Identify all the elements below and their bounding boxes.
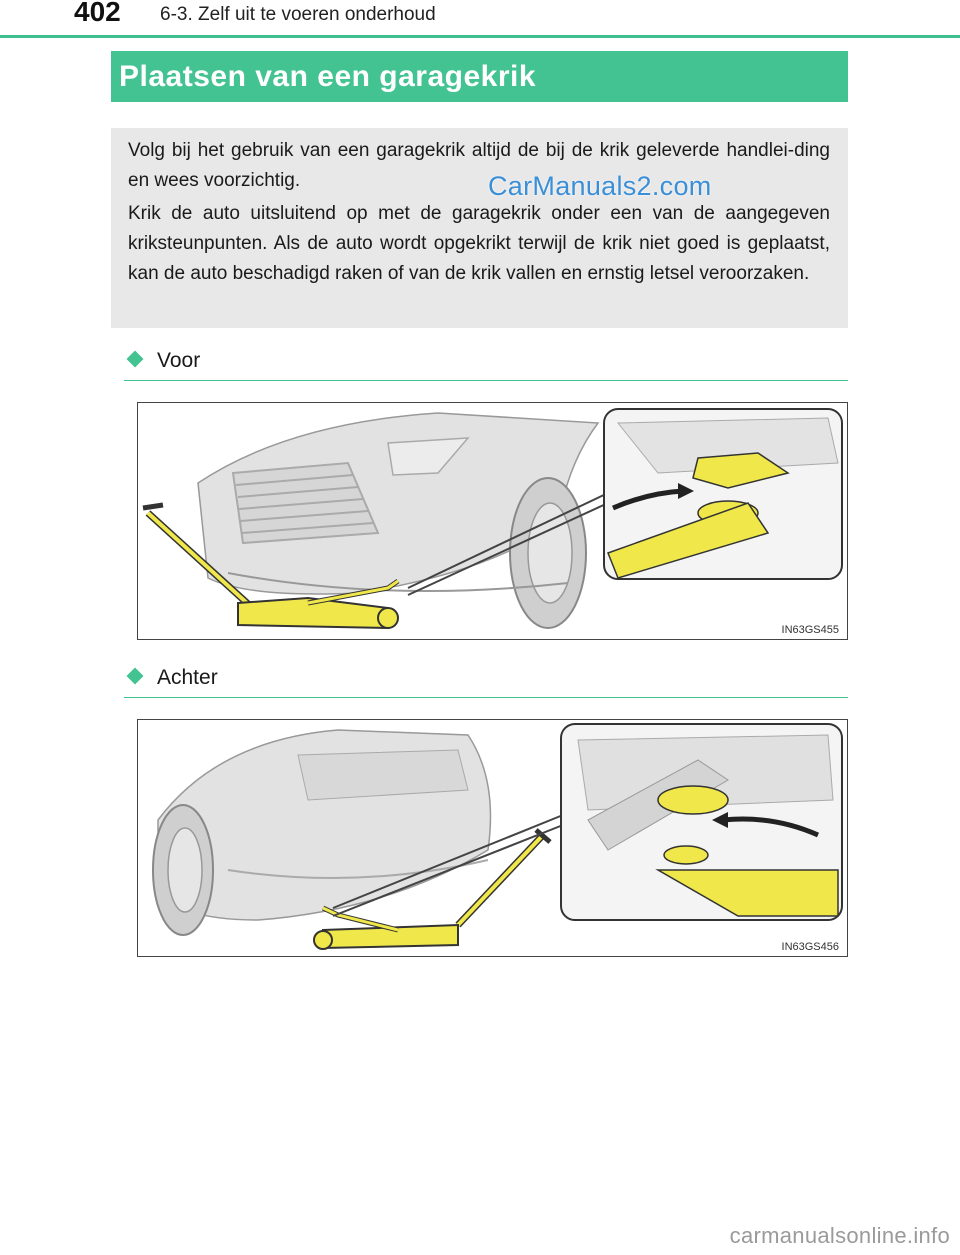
section-title: Plaatsen van een garagekrik [111, 51, 848, 102]
running-head: 6-3. Zelf uit te voeren onderhoud [160, 4, 436, 25]
rear-figure-code: IN63GS456 [781, 941, 839, 953]
rear-heading-rule [124, 697, 848, 698]
caution-paragraph-2: Krik de auto uitsluitend op met de garagekrik onder een van de aangegeven kriksteunpunten. Als de auto wordt opgekrikt terwijl de krik niet goed is geplaatst, kan de auto beschadigd raken of van de krik vallen en ernstig letsel veroorzaken. [128, 203, 830, 284]
header-rule [0, 35, 960, 38]
front-jack-drawing [138, 403, 847, 639]
page-number: 402 [74, 0, 121, 27]
front-heading [126, 349, 200, 373]
rear-jack-drawing [138, 720, 847, 956]
rear-jack-illustration [137, 719, 848, 957]
front-heading-rule [124, 380, 848, 381]
caution-box [111, 128, 848, 328]
footer-watermark: carmanualsonline.info [729, 1223, 950, 1248]
caution-paragraph-1: Volg bij het gebruik van een garagekrik altijd de bij de krik geleverde handlei-ding en wees voorzichtig. [128, 140, 830, 191]
diamond-bullet-icon [127, 351, 144, 368]
diamond-bullet-icon [127, 668, 144, 685]
rear-heading-label: Achter [157, 666, 218, 689]
front-figure-code: IN63GS455 [781, 624, 839, 636]
front-jack-illustration [137, 402, 848, 640]
front-heading-label: Voor [157, 349, 201, 372]
watermark-carmanuals2: CarManuals2.com [488, 171, 712, 201]
rear-heading [126, 666, 218, 690]
